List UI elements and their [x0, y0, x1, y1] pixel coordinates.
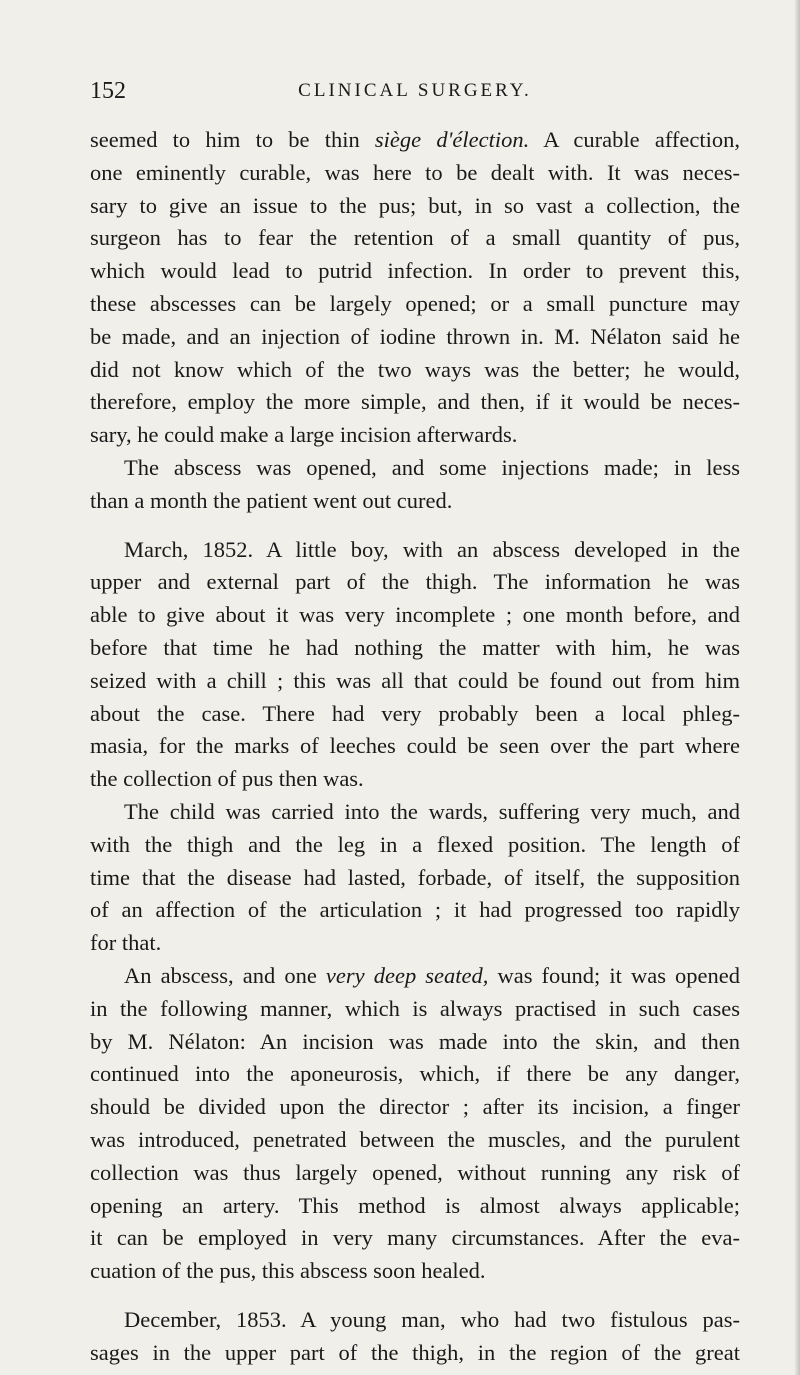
text-line: time that the disease had lasted, forbade, of itself, the supposition	[90, 864, 740, 890]
text-line: with the thigh and the leg in a flexed position. The length of	[90, 831, 740, 857]
text-run: was found; it was opened	[488, 962, 741, 988]
text-line: did not know which of the two ways was the better; he would,	[90, 356, 740, 382]
text-line: December, 1853. A young man, who had two fistulous pas-	[124, 1306, 740, 1332]
text-line: collection was thus largely opened, without running any risk of	[90, 1159, 740, 1185]
text-line: it can be employed in very many circumstances. After the eva-	[90, 1225, 740, 1251]
paragraph-gap	[90, 1288, 740, 1304]
running-title: CLINICAL SURGERY.	[298, 80, 532, 101]
text-line: surgeon has to fear the retention of a small quantity of pus,	[90, 225, 740, 251]
text-run: seemed to him to be thin	[90, 127, 375, 152]
text-line: than a month the patient went out cured.	[90, 487, 453, 513]
text-line: able to give about it was very incomplete ; one month before, and	[90, 602, 740, 628]
text-line: therefore, employ the more simple, and then, if it would be neces-	[90, 389, 740, 415]
paragraph-4	[90, 796, 740, 960]
text-line: continued into the aponeurosis, which, if there be any danger,	[90, 1061, 740, 1087]
text-line: upper and external part of the thigh. The information he was	[90, 569, 740, 595]
italic-phrase: siège d'élection.	[374, 127, 530, 152]
text-line: the collection of pus then was.	[90, 766, 364, 792]
text-line: sages in the upper part of the thigh, in the region of the great	[90, 1339, 740, 1365]
text-line: of an affection of the articulation ; it had progressed too rapidly	[90, 897, 740, 923]
text-line: The abscess was opened, and some injections made; in less	[124, 454, 740, 480]
paragraph-3	[90, 534, 740, 796]
text-line: opening an artery. This method is almost always applicable;	[90, 1192, 740, 1218]
text-line: which would lead to putrid infection. In order to prevent this,	[90, 258, 740, 284]
text-run: A curable affection,	[529, 127, 741, 152]
paragraph-6	[90, 1304, 740, 1370]
text-line: The child was carried into the wards, suffering very much, and	[124, 798, 740, 824]
text-line: these abscesses can be largely opened; or a small puncture may	[90, 290, 740, 316]
text-line: about the case. There had very probably been a local phleg-	[90, 700, 740, 726]
text-line: sary, he could make a large incision afterwards.	[90, 422, 518, 448]
text-line: sary to give an issue to the pus; but, in so vast a collection, the	[90, 192, 740, 218]
text-line: March, 1852. A little boy, with an abscess developed in the	[124, 536, 740, 562]
text-line: should be divided upon the director ; after its incision, a finger	[90, 1094, 740, 1120]
text-line: one eminently curable, was here to be dealt with. It was neces-	[90, 159, 740, 185]
text-line: be made, and an injection of iodine thrown in. M. Nélaton said he	[90, 323, 740, 349]
paragraph-gap	[90, 518, 740, 534]
text-line: in the following manner, which is always practised in such cases	[90, 995, 740, 1021]
text-line: before that time he had nothing the matter with him, he was	[90, 634, 740, 660]
page-edge-shadow	[794, 0, 800, 1375]
italic-phrase: very deep seated,	[325, 962, 489, 988]
text-line: was introduced, penetrated between the muscles, and the purulent	[90, 1126, 740, 1152]
text-line: masia, for the marks of leeches could be seen over the part where	[90, 733, 740, 759]
text-line: seized with a chill ; this was all that could be found out from him	[90, 667, 740, 693]
text-line	[90, 124, 740, 157]
paragraph-2	[90, 452, 740, 518]
text-line: by M. Nélaton: An incision was made into the skin, and then	[90, 1028, 740, 1054]
text-line	[90, 960, 740, 993]
text-line: for that.	[90, 930, 162, 956]
text-line: cuation of the pus, this abscess soon healed.	[90, 1258, 486, 1284]
paragraph-5	[90, 960, 740, 1288]
text-run: An abscess, and one	[124, 962, 326, 988]
paragraph-1	[90, 124, 740, 452]
running-head	[90, 78, 740, 108]
page-number: 152	[90, 78, 126, 104]
